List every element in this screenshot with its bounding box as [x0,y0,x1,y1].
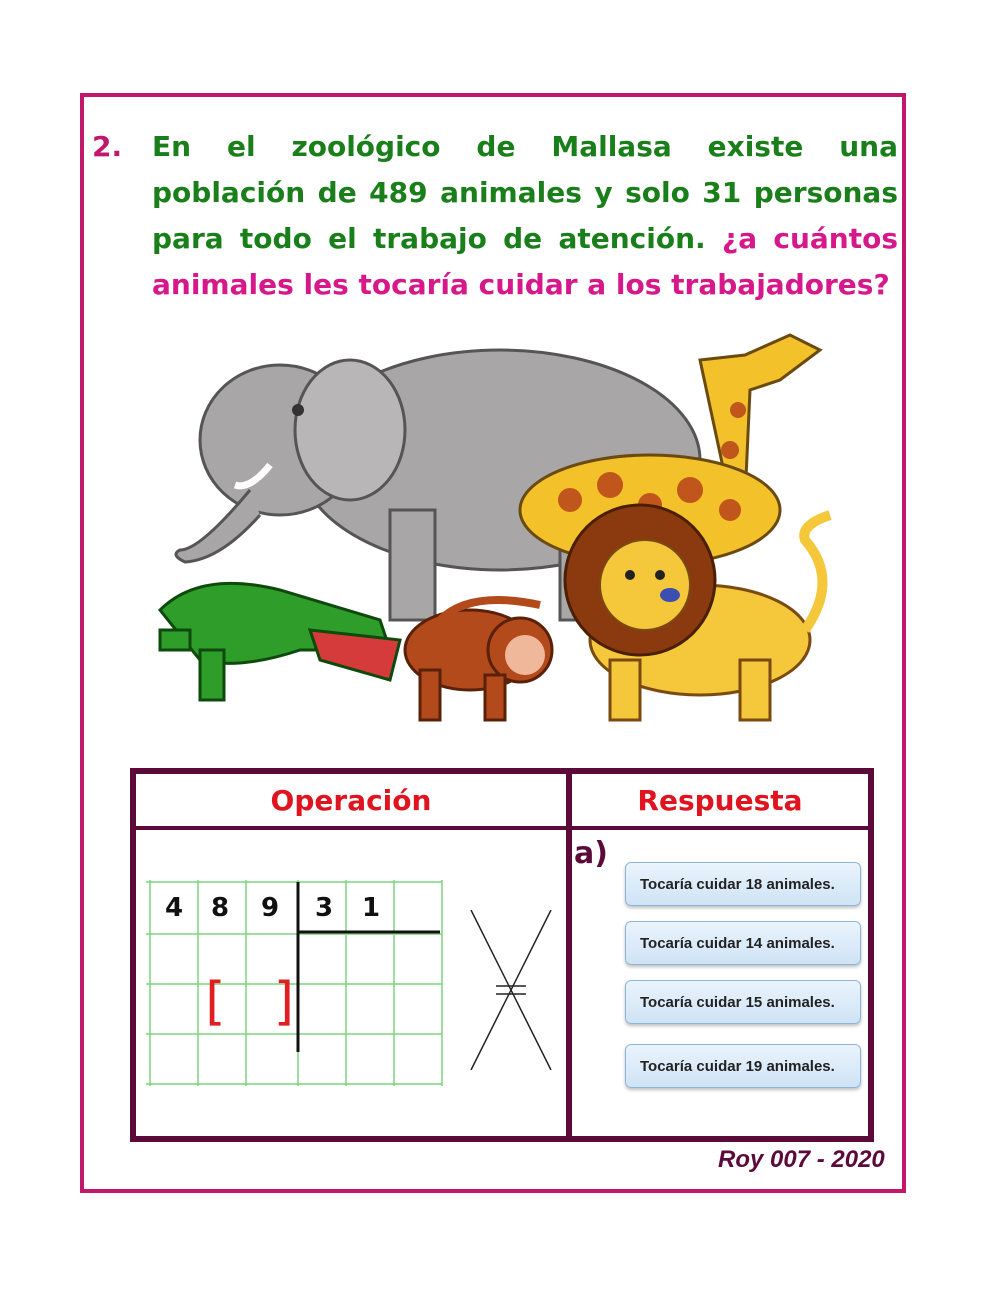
column-divider [566,774,572,1136]
divisor-digit-1: 3 [315,893,334,923]
answer-label: a) [574,836,608,871]
zoo-animals-illustration [140,300,860,730]
question-number: 2. [92,130,123,163]
answer-option-15[interactable]: Tocaría cuidar 15 animales. [625,980,861,1024]
header-operation: Operación [270,784,432,817]
bracket-right: ] [270,972,302,1032]
answer-option-18[interactable]: Tocaría cuidar 18 animales. [625,862,861,906]
dividend-digit-2: 8 [211,893,230,923]
bracket-left: [ [198,972,230,1032]
match-connector-icon [466,910,556,1070]
crocodile-illustration [160,583,400,700]
answer-option-19[interactable]: Tocaría cuidar 19 animales. [625,1044,861,1088]
lion-illustration [565,505,830,720]
header-answer: Respuesta [637,784,803,817]
divisor-digit-2: 1 [362,893,381,923]
dividend-digit-3: 9 [261,893,280,923]
dividend-digit-1: 4 [165,893,184,923]
answer-option-14[interactable]: Tocaría cuidar 14 animales. [625,921,861,965]
question-text [152,124,898,308]
header-divider [136,826,868,830]
question-statement: En el zoológico de Mallasa existe una población de 489 animales y solo 31 personas para todo el trabajo de atención. [152,130,898,255]
footer-credit: Roy 007 - 2020 [718,1146,885,1173]
question-prompt: ¿a cuántos animales les tocaría cuidar a los trabajadores? [152,222,899,301]
